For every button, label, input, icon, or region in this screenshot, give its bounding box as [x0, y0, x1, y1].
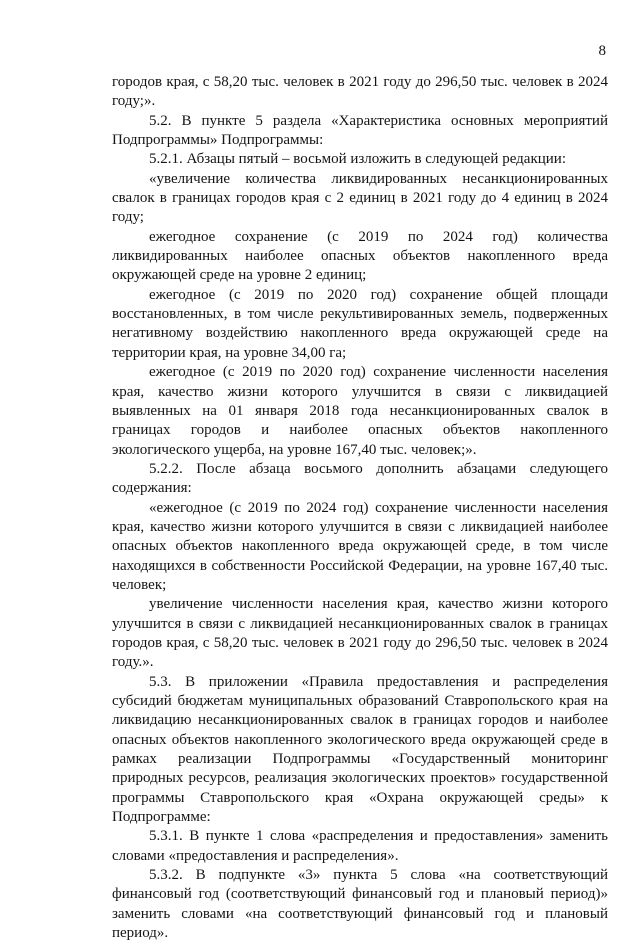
paragraph: ежегодное сохранение (с 2019 по 2024 год) количества ликвидированных наиболее опасных объектов накопленного вреда окружающей среде на уровне 2 единиц; — [112, 228, 608, 284]
paragraph: 5.2.1. Абзацы пятый – восьмой изложить в следующей редакции: — [149, 151, 566, 168]
paragraph: 5.3. В приложении «Правила предоставления и распределения субсидий бюджетам муниципальных образований Ставропольского края на ликвидацию несанкционированных свалок в границах городов и наиболее опасных объектов накопленного экологического вреда окружающей среде в рамках реализации Подпрограммы «Государственный мониторинг природных ресурсов, реализация экологических проектов» государственной программы Ставропольского края «Охрана окружающей среды» к Подпрограмме: — [112, 673, 608, 826]
paragraph: «увеличение количества ликвидированных несанкционированных свалок в границах городов края с 2 единиц в 2021 году до 4 единиц в 2024 году; — [112, 170, 608, 226]
paragraph: ежегодное (с 2019 по 2020 год) сохранение общей площади восстановленных, в том числе рекультивированных земель, подверженных негативному воздействию накопленного вреда окружающей среде на территории края, на уровне 34,00 га; — [112, 286, 608, 361]
paragraph: 5.3.1. В пункте 1 слова «распределения и предоставления» заменить словами «предоставления и распределения». — [112, 828, 608, 864]
paragraph: 5.2.2. После абзаца восьмого дополнить абзацами следующего содержания: — [112, 460, 608, 497]
document-body — [112, 73, 608, 943]
paragraph: ежегодное (с 2019 по 2020 год) сохранение численности населения края, качество жизни которого улучшится в связи с ликвидацией выявленных на 01 января 2018 года несанкционированных свалок в границах городов и наиболее опасных объектов накопленного экологического ущерба, на уровне 167,40 тыс. человек;». — [112, 364, 608, 458]
paragraph: 5.3.2. В подпункте «3» пункта 5 слова «на соответствующий финансовый год (соответствующий финансовый год и плановый период)» заменить словами «на соответствующий финансовый год и плановый период». — [112, 867, 608, 942]
paragraph: городов края, с 58,20 тыс. человек в 2021 году до 296,50 тыс. человек в 2024 году;». — [112, 74, 608, 110]
paragraph: увеличение численности населения края, качество жизни которого улучшится в связи с ликвидацией несанкционированных свалок в границах городов края, с 58,20 тыс. человек в 2021 году до 296,50 тыс. человек в 2024 году.». — [112, 596, 608, 671]
paragraph: «ежегодное (с 2019 по 2024 год) сохранение численности населения края, качество жизни которого улучшится в связи с ликвидацией наиболее опасных объектов накопленного вреда окружающей среде, в том числе находящихся в собственности Российской Федерации, на уровне 167,40 тыс. человек; — [112, 499, 608, 593]
page-number: 8 — [598, 43, 606, 59]
paragraph: 5.2. В пункте 5 раздела «Характеристика основных мероприятий Подпрограммы» Подпрограммы: — [112, 112, 608, 149]
